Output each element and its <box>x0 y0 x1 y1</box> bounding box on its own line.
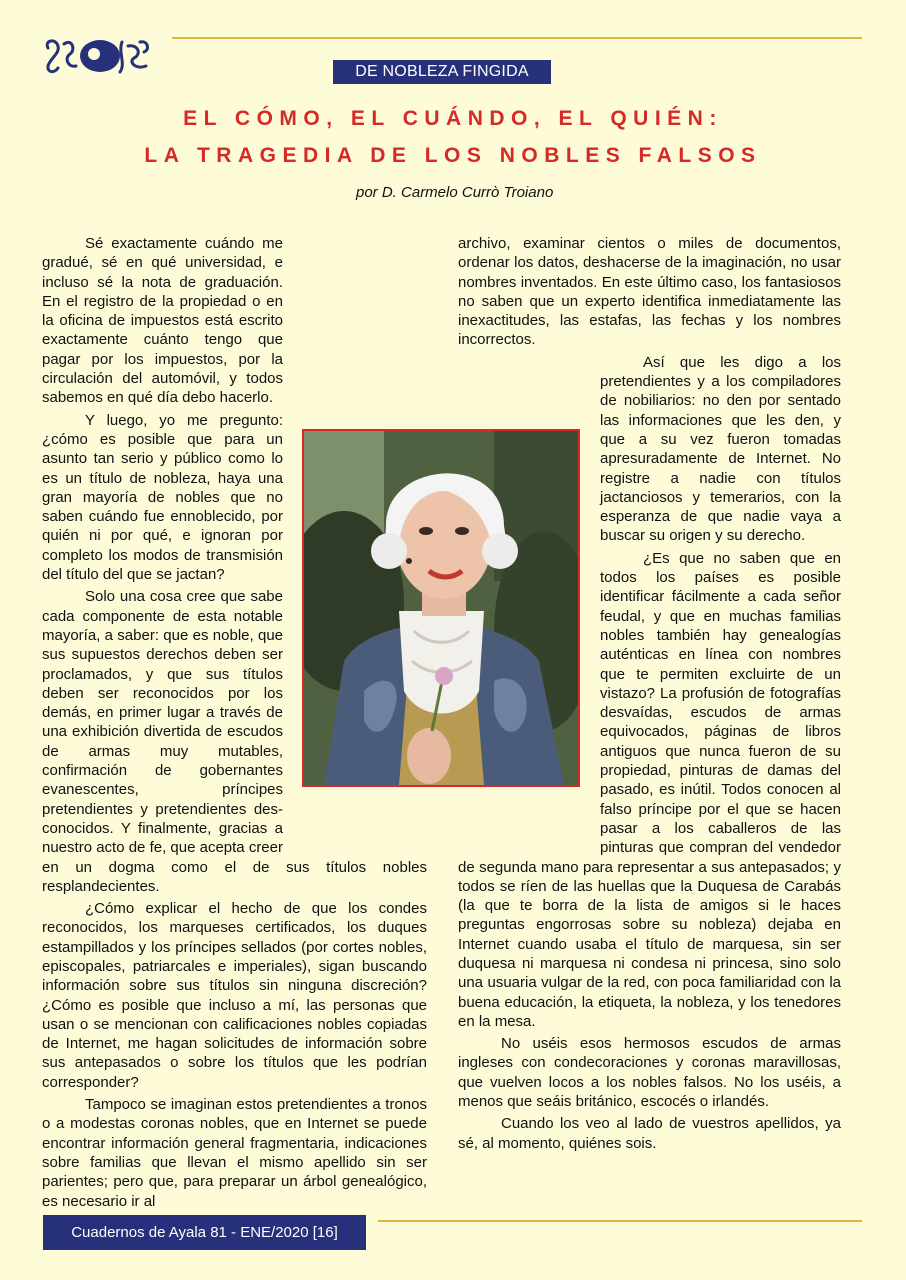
bottom-rule <box>378 1220 862 1222</box>
paragraph: No uséis esos hermosos escudos de armas ingleses con condecoraciones y coronas maravillosas, que vuelven locos a los nobles falsos. No los uséis, a menos que seáis británico, escocés o irlandés. <box>458 1035 841 1111</box>
footer-page-label: Cuadernos de Ayala 81 - ENE/2020 [16] <box>43 1215 366 1250</box>
paragraph: Sé exactamente cuándo me gradué, sé en qué universidad, e incluso sé la nota de graduación. En el registro de la propiedad o en la oficina de impuestos está escrito exactamente cuánto tengo que pagar por los impuestos, por la circulación del automóvil, y todos sabemos en qué día debo hacerlo. <box>42 235 283 407</box>
paragraph: Así que les digo a los pretendientes y a los compiladores de nobiliarios: no den por sentado las informaciones que les den, y que a su vez fueron tomadas apresuradamente de Internet. No registre a nadie con títulos jactanciosos y temerarios, con la esperanza de que nadie vaya a buscar su origen y su derecho. <box>600 353 841 545</box>
paragraph: Cuando los veo al lado de vuestros apellidos, ya sé, al momento, quiénes sois. <box>458 1115 841 1152</box>
section-tag: DE NOBLEZA FINGIDA <box>333 60 551 84</box>
article-title-line-2: LA TRAGEDIA DE LOS NOBLES FALSOS <box>144 144 762 167</box>
portrait-photo <box>302 429 580 787</box>
paragraph: Solo una cosa cree que sabe cada componente de esta notable mayoría, a saber: que es noble, que sus supuestos derechos deben ser proclamados, y que sus títulos deben ser reconocidos por los demás, en primer lugar a través de una exhibición divertida de escudos de armas muy mutables, confirmación de gobernantes evanescentes, príncipes pretendientes y pretendientes des-conocidos. Y finalmente, gracias a nuestro acto de fe, que acepta creer en un dogma como el de sus títulos nobles resplandecientes. <box>42 588 427 895</box>
paragraph: ¿Cómo explicar el hecho de que los condes reconocidos, los marqueses certificados, los duques estampillados y los príncipes sellados (por cortes nobles, episcopales, patriarcales e imperiales), sigan buscando información sobre sus títulos sin ninguna discreción? ¿Cómo es posible que incluso a mí, las personas que usan o se mencionan con calificaciones nobles copiadas de Internet, me hagan solicitudes de información sobre sus antepasados o sobre los títulos que les podrían corresponder? <box>42 900 427 1091</box>
paragraph: archivo, examinar cientos o miles de documentos, ordenar los datos, deshacerse de la imaginación, no usar nombres inventados. En este último caso, los fantasiosos no saben que un experto identifica inmediatamente las inexactitudes, las estafas, las fechas y los nombres incorrectos. <box>458 235 841 349</box>
byline: por D. Carmelo Currò Troiano <box>356 184 554 201</box>
paragraph: Tampoco se imaginan estos pretendientes a tronos o a modestas coronas nobles, que en Internet se puede encontrar información general fragmentaria, indicaciones sobre familias que llevan el mismo apellido sin ser parientes; pero que, para preparar un árbol genealógico, es necesario ir al <box>42 1096 427 1210</box>
article-title-line-1: EL CÓMO, EL CUÁNDO, EL QUIÉN: <box>183 107 723 130</box>
top-rule <box>172 37 862 39</box>
portrait-photo-icon <box>304 431 578 785</box>
magazine-logo-icon <box>42 36 154 76</box>
paragraph: Y luego, yo me pregunto: ¿cómo es posible que para un asunto tan serio y público como lo es un título de nobleza, haya una gran mayoría de nobles que no saben cuándo fue ennoblecido, por quién ni por qué, e ignoran por completo los modos de transmisión del título del que se jactan? <box>42 411 283 584</box>
paragraph: ¿Es que no saben que en todos los países es posible identificar fácilmente a cada señor feudal, y que en muchas familias nobles también hay genealogías auténticas en línea con nombres que te permiten excluirte de un vistazo? La profusión de fotografías desvaídas, escudos de armas equivocados, páginas de libros antiguos que nunca fueron de su propiedad, pinturas de damas del pasado, es inútil. Todos conocen al falso príncipe por el que se hacen pasar a los caballeros de las pinturas que compran del vendedor de segunda mano para representar a sus antepasados; y todos se ríen de las huellas que la Duquesa de Carabás (la que te borra de la lista de amigos si le haces preguntas engorrosas sobre su nobleza) dejaba en Internet cuando usaba el título de marquesa, sin ser duquesa ni marquesa ni condesa ni princesa, sino solo una usuaria vulgar de la red, con poca familiaridad con la buena educación, la etiqueta, la nobleza, y los tenedores en la mesa. <box>458 549 841 1030</box>
